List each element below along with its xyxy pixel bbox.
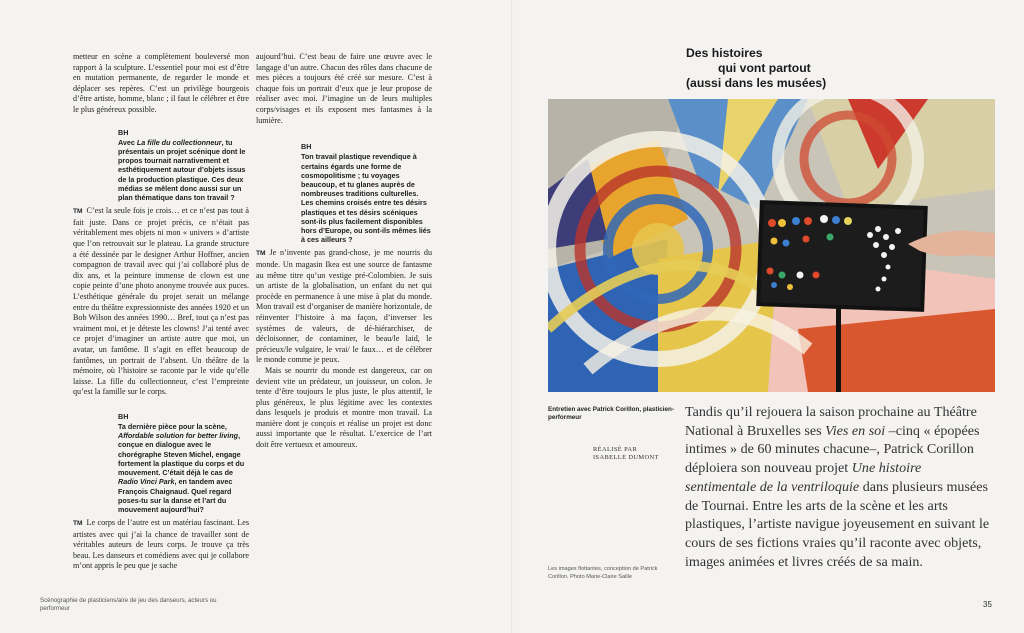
credit-line: ISABELLE DUMONT bbox=[593, 454, 659, 462]
question-block bbox=[73, 412, 249, 514]
speaker-label: TM bbox=[73, 208, 83, 216]
speaker-label: TM bbox=[73, 520, 83, 528]
question-block bbox=[73, 128, 249, 203]
title-line: qui vont partout bbox=[718, 61, 811, 75]
answer-text: Je n’invente pas grand-chose, je me nourris du monde. Un magasin Ikea est une source de fantasme au même titre qu’un vestige pré-Colombien. Je suis un artiste de la globalisation, un enfant du net qui procède en permanence à une mise à plat du monde. Mon travail est d’organiser de manière horizontale, de réinventer l’histoire à ma façon, d’inverser les systèmes de valeurs, de dé-hiérarchiser, de décloisonner, de contaminer, le beau/le laid, le précieux/le vulgaire, le vrai/ le faux… et de célébrer le monde comme je peux. bbox=[256, 248, 432, 365]
article-subtitle: Entretien avec Patrick Corillon, plasticien-performeur bbox=[548, 406, 674, 422]
question-text: , conçue en dialogue avec le chorégraphe Steven Michel, engage fortement la plastique du corps et du mouvement. C’était déjà le cas de bbox=[118, 431, 245, 478]
lead-text: dans plusieurs musées de Tournai. Entre les arts de la scène et les arts plastiques, l’artiste navigue joyeusement en suivant le cours de ses fictions vraies qu’il raconte avec objets, images animées et livres créés de sa main. bbox=[685, 478, 990, 570]
author-credit bbox=[593, 446, 659, 463]
lead-paragraph bbox=[685, 403, 995, 571]
credit-line: RÉALISÉ PAR bbox=[593, 446, 638, 453]
answer-text: C’est la seule fois je crois… et ce n’est pas tout à fait juste. Dans ce projet précis, ce n’était pas véritablement mes objets ni mon « univers » d’artiste que l’on retrouvait sur le plateau. La grande structure a été dessinée par le designer Arthur Hoffner, ancien compagnon de travail avec qui j’ai collaboré plus de dix ans, et la peinture immense de clown est une copie peinte d’une photo anonyme trouvée aux puces. L’esthétique générale du projet serait un mélange entre du théâtre expressionniste des années 1920 et un Bob Wilson des années 1990… Bref, tout ça n’est pas vraiment moi, et je déteste les clowns! J’ai tenté avec ce projet d’imaginer un artiste autre que moi, un avatar, un fantôme. Il s’agit en effet beaucoup de fantômes, un portrait de l’absent. Un théâtre de la mémoire, où l’histoire se raconte par le vide qu’elle laisse. La fille du collectionneur, c’est l’empreinte qu’est la famille sur le corps. bbox=[73, 206, 249, 397]
speaker-label: TM bbox=[256, 250, 266, 258]
answer-paragraph: Mais se nourrir du monde est dangereux, car on devient vite un prédateur, un jouisseur, un colon. Je tente d’être toujours le plus juste, le plus attentif, le plus généreux, le plus légitime avec les contextes dans lesquels je produis et montre mon travail. La manière dont je conçois et réalise un projet est donc aussi importante que le résultat. L’exercice de l’art doit être vertueux et amoureux. bbox=[256, 365, 432, 450]
lead-text: Tandis qu’il rejouera la saison prochaine au Théâtre National à Bruxelles ses bbox=[685, 404, 977, 439]
page-fold bbox=[511, 0, 513, 633]
title-line: (aussi dans les musées) bbox=[686, 76, 827, 90]
work-title: Une histoire sentimentale de la ventriloquie bbox=[685, 460, 922, 495]
answer-paragraph bbox=[256, 248, 432, 366]
question-text: Avec bbox=[118, 137, 137, 147]
work-title: Affordable solution for better living bbox=[118, 431, 239, 441]
paragraph: aujourd’hui. C’est beau de faire une œuvre avec le langage d’un autre. Chacun des rôles dans chacune de mes pièces a toujours été créé sur mesure. C’est à chaque fois un portrait d’eux que je leur propose de réaliser avec moi. J’imagine un de leurs multiples corps/visages et ils exposent mes fantasmes à la lumière. bbox=[256, 52, 432, 125]
answer-paragraph bbox=[73, 206, 249, 398]
question-text: Ta dernière pièce pour la scène, bbox=[118, 422, 227, 432]
page-footnote: Scénographie de plasticiens/aire de jeu des danseurs, acteurs ou performeur bbox=[40, 597, 217, 612]
speaker-label: BH bbox=[118, 411, 129, 421]
article-title bbox=[686, 46, 826, 91]
speaker-label: BH bbox=[301, 142, 312, 152]
work-title: La fille du collectionneur bbox=[136, 137, 222, 147]
answer-text: Le corps de l’autre est un matériau fascinant. Les artistes avec qui j’ai la chance de travailler sont de véritables auteurs de leurs corps. Je trouve ça très beau. Les danseurs et comédiens avec qui je collabore m’ont appris le peu que je sache bbox=[73, 518, 249, 571]
artwork-photo bbox=[548, 99, 995, 392]
left-column-1 bbox=[73, 52, 249, 572]
left-column-2 bbox=[256, 52, 432, 451]
paragraph: metteur en scène a complètement bouleversé mon rapport à la sculpture. L’essentiel pour moi est d’être en mutation permanente, de regarder le monde et déplacer ses repères. C’est un privilège bourgeois d’être artiste, homme, blanc ; il faut le célébrer et être le plus généreux possible. bbox=[73, 52, 249, 114]
work-title: Vies en soi bbox=[825, 422, 886, 439]
page-number: 35 bbox=[983, 600, 992, 609]
answer-paragraph bbox=[73, 518, 249, 572]
question-block bbox=[256, 142, 432, 244]
lead-text: –cinq « épopées intimes » de 60 minutes chacune–, Patrick Corillon déploiera son nouveau projet bbox=[685, 422, 980, 477]
question-text: Ton travail plastique revendique à certains égards une forme de cosmopolitisme ; tu voyages beaucoup, et tu glanes auprès de nombreuses traditions culturelles. Les chemins croisés entre tes désirs plastiques et tes désirs scéniques sont-ils plus facilement disponibles hors d’Europe, ou sont-ils mêmes liés à ces ailleurs ? bbox=[301, 152, 431, 245]
work-title: Radio Vinci Park bbox=[118, 477, 175, 487]
question-text: , tu présentais un projet scénique dont le propos tournait narrativement et esthétiquement autour d’objets issus de la production plastique. Ces deux médias se mêlent donc aussi sur un plan thématique dans ton travail ? bbox=[118, 137, 246, 202]
title-line: Des histoires bbox=[686, 46, 763, 60]
speaker-label: BH bbox=[118, 127, 129, 137]
image-credit: Les images flottantes, conception de Patrick Corillon. Photo Marie-Claire Saille bbox=[548, 566, 658, 580]
question-text: , en tandem avec François Chaignaud. Quel regard poses-tu sur la danse et l’art du mouvement aujourd’hui? bbox=[118, 477, 233, 514]
